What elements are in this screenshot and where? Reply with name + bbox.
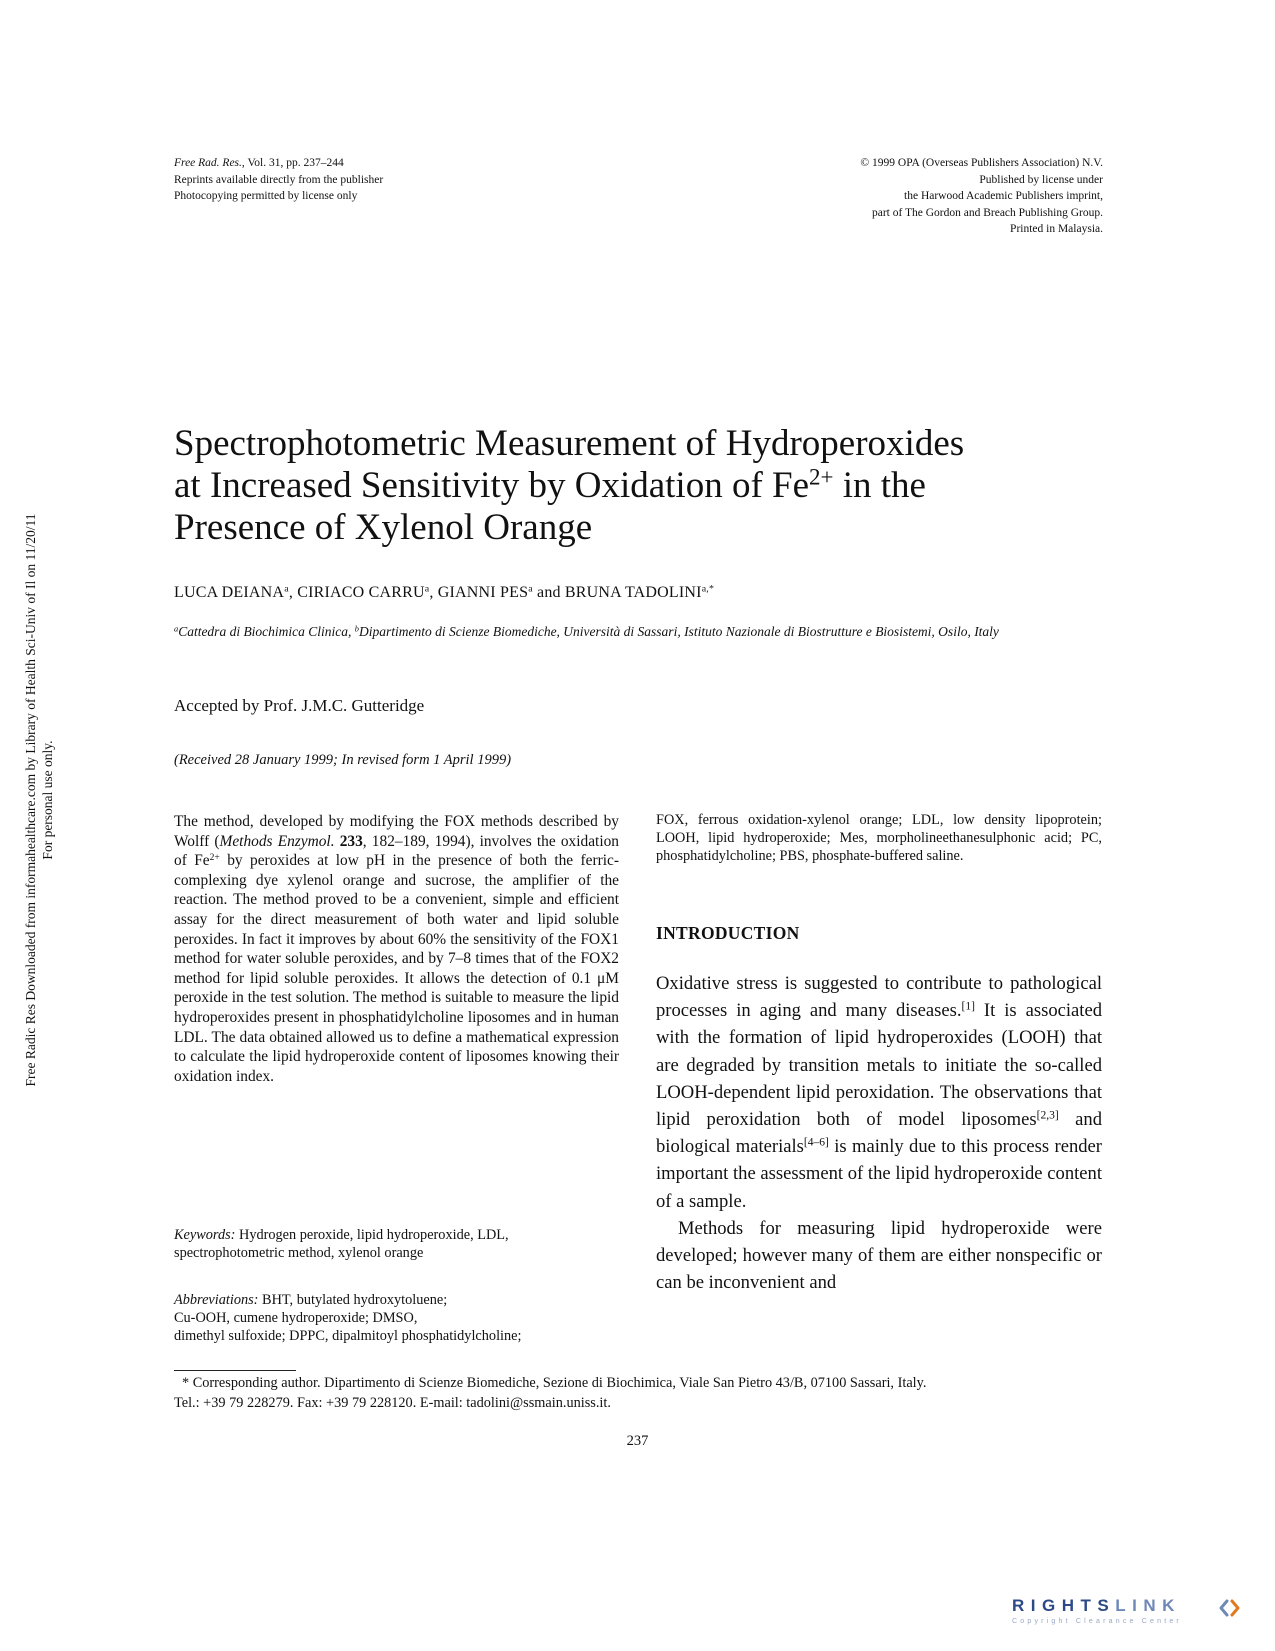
fe-charge-superscript: 2+ (809, 464, 834, 490)
citation-ref: [1] (961, 1000, 975, 1013)
title-line-3: Presence of Xylenol Orange (174, 507, 593, 548)
author-affil-mark: a (528, 583, 533, 595)
footnote-line-2: Tel.: +39 79 228279. Fax: +39 79 228120. E-mail: tadolini@ssmain.uniss.it. (174, 1394, 611, 1411)
abbreviations-line-3: dimethyl sulfoxide; DPPC, dipalmitoyl phosphatidylcholine; (174, 1328, 522, 1344)
article-title (174, 423, 1074, 549)
keywords-text: Hydrogen peroxide, lipid hydroperoxide, LDL, spectrophotometric method, xylenol orange (174, 1227, 509, 1261)
logo-link: LINK (1115, 1596, 1181, 1615)
citation-ref: [4–6] (803, 1136, 829, 1149)
abbreviations-line-2: Cu-OOH, cumene hydroperoxide; DMSO, (174, 1310, 418, 1326)
affil-mark: a (174, 624, 179, 634)
abstract-text: by peroxides at low pH in the presence of both the ferric-complexing dye xylenol orange and sucrose, the amplifier of the reaction. The method proved to be a convenient, simple and efficient assay for the direct measurement of both water and lipid soluble peroxides. In fact it improves by about 60% the sensitivity of the FOX1 method for water soluble peroxides, and by 7–8 times that of the FOX2 method for lipid soluble peroxides. It allows the detection of 0.1 μM peroxide in the test solution. The method is suitable to measure the lipid hydroperoxides present in phosphatidylcholine liposomes and in human LDL. The data obtained allowed us to define a mathematical expression to calculate the lipid hydroperoxide content of liposomes knowing their oxidation index. (174, 852, 619, 1085)
title-line-2-text: at Increased Sensitivity by Oxidation of Fe (174, 465, 810, 506)
affiliations (174, 623, 1094, 641)
abstract-text: The method, developed by modifying the FOX methods described by Wolff ( (174, 813, 619, 850)
affil-text: Cattedra di Biochimica Clinica, (178, 624, 355, 639)
imprint-line: the Harwood Academic Publishers imprint, (904, 190, 1103, 202)
author-separator: , (429, 584, 438, 601)
citation-ref: [2,3] (1036, 1109, 1059, 1122)
abbreviations-line-1: BHT, butylated hydroxytoluene; (258, 1292, 448, 1308)
abstract-ref-volume: 233 (334, 832, 363, 850)
running-header-left (174, 155, 594, 205)
logo-wordmark (1012, 1596, 1181, 1616)
intro-text: and biological materials (656, 1109, 1102, 1158)
author-separator: and (532, 584, 565, 601)
page-number: 237 (626, 1433, 649, 1449)
author-affil-mark: a,* (701, 583, 715, 595)
logo-tagline: Copyright Clearance Center (1012, 1618, 1182, 1625)
keywords-label: Keywords: (174, 1227, 236, 1243)
accepted-by: Accepted by Prof. J.M.C. Gutteridge (174, 696, 425, 715)
abbreviations (174, 1291, 634, 1345)
received-dates: (Received 28 January 1999; In revised form 1 April 1999) (174, 752, 512, 768)
group-line: part of The Gordon and Breach Publishing Group. (871, 206, 1103, 219)
intro-paragraph-1 (656, 970, 1102, 1215)
author-name: LUCA DEIANA (174, 584, 285, 601)
rightslink-arrows-icon (1219, 1598, 1241, 1618)
abstract (174, 812, 619, 1086)
reprints-note: Reprints available directly from the publisher (174, 173, 384, 186)
author-name: CIRIACO CARRU (297, 584, 425, 601)
journal-citation: , Vol. 31, pp. 237–244 (241, 157, 344, 169)
author-separator: , (288, 584, 298, 601)
abstract-superscript: 2+ (209, 851, 220, 863)
intro-text: Oxidative stress is suggested to contribute to pathological processes in aging and many diseases. (656, 973, 1102, 1022)
author-affil-mark: a (424, 583, 430, 595)
author-name: GIANNI PES (437, 584, 529, 601)
title-line-2-end: in the (833, 465, 926, 506)
watermark-line-1: Free Radic Res Downloaded from informahealthcare.com by Library of Health Sci-Univ of Il on 11/20/11 (23, 513, 38, 1087)
abstract-text: , 182–189, 1994), involves the oxidation of Fe (174, 832, 619, 870)
affil-mark: b (354, 624, 359, 634)
author-list (174, 584, 1094, 602)
running-header-right (700, 155, 1103, 238)
introduction-body (656, 970, 1102, 1296)
copyright-line: © 1999 OPA (Overseas Publishers Association) N.V. (860, 157, 1103, 169)
logo-rights: RIGHTS (1012, 1596, 1116, 1615)
photocopying-note: Photocopying permitted by license only (174, 190, 358, 202)
affil-text: Dipartimento di Scienze Biomediche, Università di Sassari, Istituto Nazionale di Biostrutture e Biosistemi, Osilo, Italy (358, 624, 999, 639)
printed-line: Printed in Malaysia. (1010, 223, 1103, 235)
journal-name: Free Rad. Res. (174, 157, 242, 169)
author-name: BRUNA TADOLINI (564, 584, 702, 601)
intro-text: is mainly due to this process render important the assessment of the lipid hydroperoxide content of a sample. (656, 1136, 1102, 1212)
keywords (174, 1226, 619, 1262)
corresponding-author-footnote (174, 1374, 1104, 1413)
abstract-ref-journal: Methods Enzymol. (219, 832, 335, 850)
rightslink-logo[interactable] (1012, 1596, 1242, 1630)
title-line-1: Spectrophotometric Measurement of Hydroperoxides (174, 423, 965, 464)
title-line-2 (174, 465, 1074, 507)
footnote-line-1: * Corresponding author. Dipartimento di Scienze Biomediche, Sezione di Biochimica, Viale San Pietro 43/B, 07100 Sassari, Italy. (182, 1375, 927, 1391)
intro-paragraph-2: Methods for measuring lipid hydroperoxide were developed; however many of them are either nonspecific or can be inconvenient and (656, 1217, 1102, 1294)
watermark-line-2: For personal use only. (40, 740, 55, 860)
abbreviations-label: Abbreviations: (174, 1292, 259, 1308)
intro-text: It is associated with the formation of lipid hydroperoxides (LOOH) that are degraded by transition metals to initiate the so-called LOOH-dependent lipid peroxidation. The observations that lipid peroxidation both of model liposomes (656, 1000, 1102, 1131)
published-line: Published by license under (979, 173, 1103, 186)
section-heading-introduction: INTRODUCTION (656, 923, 800, 943)
footnote-divider (174, 1370, 296, 1371)
download-watermark (22, 420, 56, 1180)
author-affil-mark: a (284, 583, 289, 595)
abbreviations-continued: FOX, ferrous oxidation-xylenol orange; LDL, low density lipoprotein; LOOH, lipid hydroperoxide; Mes, morpholineethanesulphonic acid; PC, phosphatidylcholine; PBS, phosphate-buffered saline. (656, 812, 1102, 864)
